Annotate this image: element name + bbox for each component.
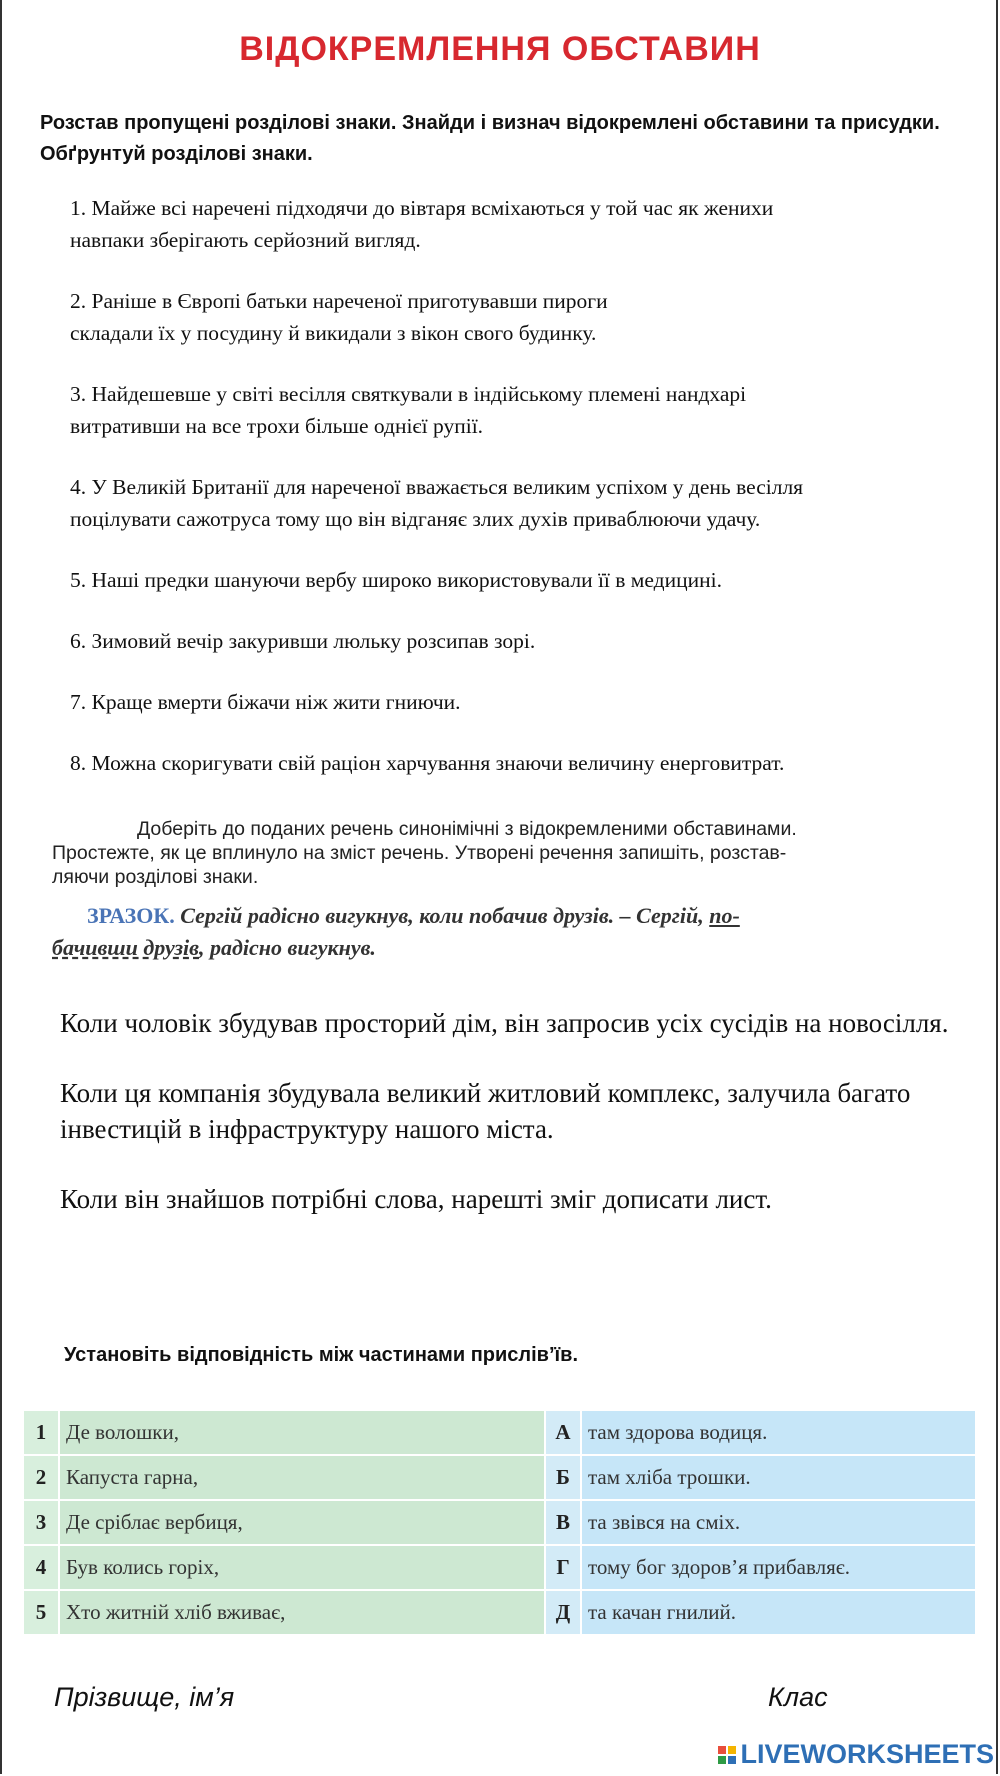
sentence-6 <box>70 625 970 686</box>
sentence-line: 6. Зимовий вечір закуривши люльку розсипав зорі. <box>70 629 536 653</box>
proverb-letter: Б <box>545 1455 581 1500</box>
sentence-8 <box>70 747 970 808</box>
example-text: , радісно вигукнув. <box>199 935 376 960</box>
example-underlined: бачивши друзів <box>52 935 199 960</box>
proverb-start: Був колись горіх, <box>59 1545 545 1590</box>
logo-tile <box>728 1756 736 1764</box>
sentence-line: складали їх у посудину й викидали з вікон свого будинку. <box>70 321 597 345</box>
task1-instruction: Розстав пропущені розділові знаки. Знайди і визнач відокремлені обставини та присудки. Обґрунтуй розділові знаки. <box>40 112 940 165</box>
logo-tile <box>728 1746 736 1754</box>
proverb-matching-table <box>22 1409 977 1636</box>
sentence-1 <box>70 192 970 285</box>
task2-instruction <box>52 817 957 889</box>
task2-line: Доберіть до поданих речень синонімічні з відокремленими обставинами. <box>137 818 797 840</box>
proverb-number: 4 <box>23 1545 59 1590</box>
proverb-end: тому бог здоров’я прибавляє. <box>581 1545 976 1590</box>
sentence-3 <box>70 378 970 471</box>
student-name-label: Прізвище, ім’я <box>54 1682 235 1712</box>
proverb-end: там здорова водиця. <box>581 1410 976 1455</box>
proverb-number: 1 <box>23 1410 59 1455</box>
task2-line: ляючи розділові знаки. <box>52 866 259 888</box>
table-row <box>23 1455 976 1500</box>
logo-tile <box>718 1746 726 1754</box>
sentence-4 <box>70 471 970 564</box>
example-block <box>52 900 957 964</box>
table-row <box>23 1590 976 1635</box>
example-text: Сергій радісно вигукнув, коли побачив друзів. – Сергій, <box>180 903 704 928</box>
sentence-line: витративши на все трохи більше однієї рупії. <box>70 414 484 438</box>
table-row <box>23 1545 976 1590</box>
proverb-letter: А <box>545 1410 581 1455</box>
sentence-line: 4. У Великій Британії для нареченої вважається великим успіхом у день весілля <box>70 475 804 499</box>
sentence-5 <box>70 564 970 625</box>
table-row <box>23 1500 976 1545</box>
example-label: ЗРАЗОК. <box>87 903 175 928</box>
page-title: ВІДОКРЕМЛЕННЯ ОБСТАВИН <box>239 30 761 68</box>
proverb-number: 5 <box>23 1590 59 1635</box>
conversion-sentence: Коли чоловік збудував просторий дім, він запросив усіх сусідів на новосілля. <box>60 1008 949 1038</box>
example-underlined: по- <box>709 903 740 928</box>
sentence-line: 8. Можна скоригувати свій раціон харчування знаючи величину енерговитрат. <box>70 751 785 775</box>
conversion-sentence: Коли ця компанія збудувала великий житловий комплекс, залучила багато інвестицій в інфраструктуру нашого міста. <box>60 1078 911 1144</box>
sentence-line: 5. Наші предки шануючи вербу широко використовували її в медицині. <box>70 568 722 592</box>
sentence-line: поцілувати сажотруса тому що він відганяє злих духів приваблюючи удачу. <box>70 507 761 531</box>
brand-name: LIVEWORKSHEETS <box>740 1739 994 1769</box>
conversion-list <box>60 1005 960 1251</box>
table-row <box>23 1410 976 1455</box>
sentence-line: навпаки зберігають серйозний вигляд. <box>70 228 421 252</box>
proverb-letter: В <box>545 1500 581 1545</box>
proverb-number: 2 <box>23 1455 59 1500</box>
proverb-letter: Д <box>545 1590 581 1635</box>
proverb-start: Де сріблає вербиця, <box>59 1500 545 1545</box>
class-label: Клас <box>768 1682 828 1712</box>
task2-line: Простежте, як це вплинуло на зміст речень. Утворені речення запишіть, розстав- <box>52 842 787 864</box>
proverb-end: та качан гнилий. <box>581 1590 976 1635</box>
proverb-start: Капуста гарна, <box>59 1455 545 1500</box>
sentence-7 <box>70 686 970 747</box>
sentence-line: 2. Раніше в Європі батьки нареченої приготувавши пироги <box>70 289 608 313</box>
proverb-end: та звівся на сміх. <box>581 1500 976 1545</box>
proverb-end: там хліба трошки. <box>581 1455 976 1500</box>
liveworksheets-logo-icon <box>718 1746 736 1764</box>
liveworksheets-brand <box>718 1739 994 1770</box>
sentence-2 <box>70 285 970 378</box>
proverb-start: Де волошки, <box>59 1410 545 1455</box>
proverb-letter: Г <box>545 1545 581 1590</box>
conversion-sentence: Коли він знайшов потрібні слова, нарешті зміг дописати лист. <box>60 1184 772 1214</box>
logo-tile <box>718 1756 726 1764</box>
sentence-line: 3. Найдешевше у світі весілля святкували в індійському племені нандхарі <box>70 382 747 406</box>
proverb-start: Хто житній хліб вживає, <box>59 1590 545 1635</box>
task3-instruction: Установіть відповідність між частинами прислів’їв. <box>64 1344 579 1366</box>
sentence-line: 7. Краще вмерти біжачи ніж жити гниючи. <box>70 690 461 714</box>
sentence-line: 1. Майже всі наречені підходячи до вівтаря всміхаються у той час як женихи <box>70 196 774 220</box>
sentence-list <box>70 192 970 808</box>
proverb-number: 3 <box>23 1500 59 1545</box>
